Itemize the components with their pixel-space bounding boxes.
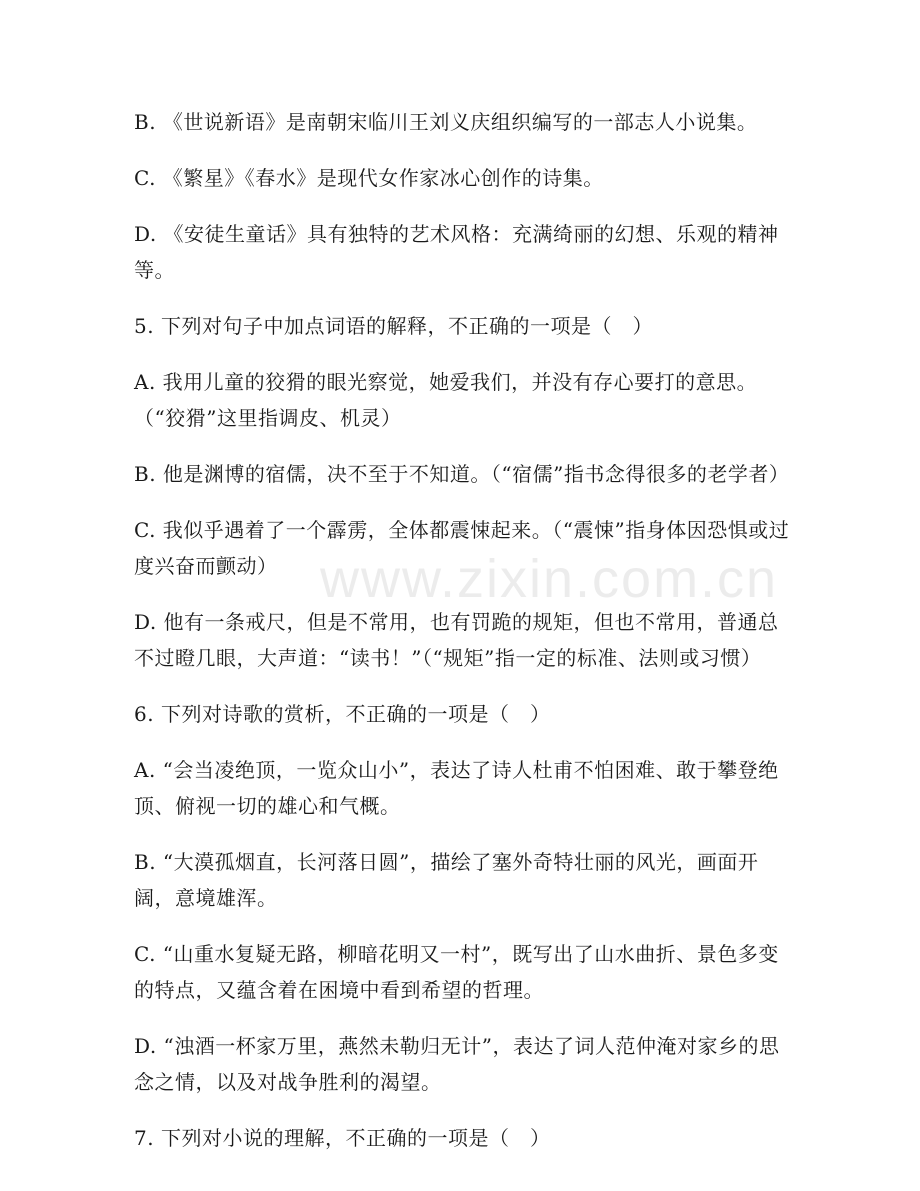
question-6-option-c: C. “山重水复疑无路，柳暗花明又一村”，既写出了山水曲折、景色多变的特点，又蕴含着在困境中看到希望的哲理。 — [134, 942, 779, 1002]
question-5-option-d: D. 他有一条戒尺，但是不常用，也有罚跪的规矩，但也不常用，普通总不过瞪几眼，大声道：“读书！”（“规矩”指一定的标准、法则或习惯） — [134, 610, 779, 670]
option-d-andersen-fairy-tales: D. 《安徒生童话》具有独特的艺术风格：充满绮丽的幻想、乐观的精神等。 — [134, 222, 779, 282]
question-7-stem: 7. 下列对小说的理解，不正确的一项是（ ） — [134, 1126, 551, 1150]
watermark: www.zixin.com.cn — [320, 549, 779, 609]
document-body — [134, 104, 794, 1156]
option-c-fanxing-chunshui: C. 《繁星》《春水》是现代女作家冰心创作的诗集。 — [134, 166, 604, 190]
option-b-shishuo-xinyu: B. 《世说新语》是南朝宋临川王刘义庆组织编写的一部志人小说集。 — [134, 110, 758, 134]
question-5-stem: 5. 下列对句子中加点词语的解释，不正确的一项是（ ） — [134, 314, 653, 338]
question-5-option-b: B. 他是渊博的宿儒，决不至于不知道。（“宿儒”指书念得很多的老学者） — [134, 462, 790, 486]
question-6-stem: 6. 下列对诗歌的赏析，不正确的一项是（ ） — [134, 702, 551, 726]
question-6-option-d: D. “浊酒一杯家万里，燕然未勒归无计”，表达了词人范仲淹对家乡的思念之情，以及对战争胜利的渴望。 — [134, 1034, 780, 1094]
question-6-option-a: A. “会当凌绝顶，一览众山小”，表达了诗人杜甫不怕困难、敢于攀登绝顶、俯视一切的雄心和气概。 — [134, 758, 779, 818]
question-6-option-b: B. “大漠孤烟直，长河落日圆”，描绘了塞外奇特壮丽的风光，画面开阔，意境雄浑。 — [134, 850, 759, 910]
question-5-option-c: C. 我似乎遇着了一个霹雳，全体都震悚起来。（“震悚”指身体因恐惧或过度兴奋而颤动） — [134, 518, 790, 578]
question-5-option-a: A. 我用儿童的狡猾的眼光察觉，她爱我们，并没有存心要打的意思。（“狡猾”这里指调皮、机灵） — [134, 370, 758, 430]
